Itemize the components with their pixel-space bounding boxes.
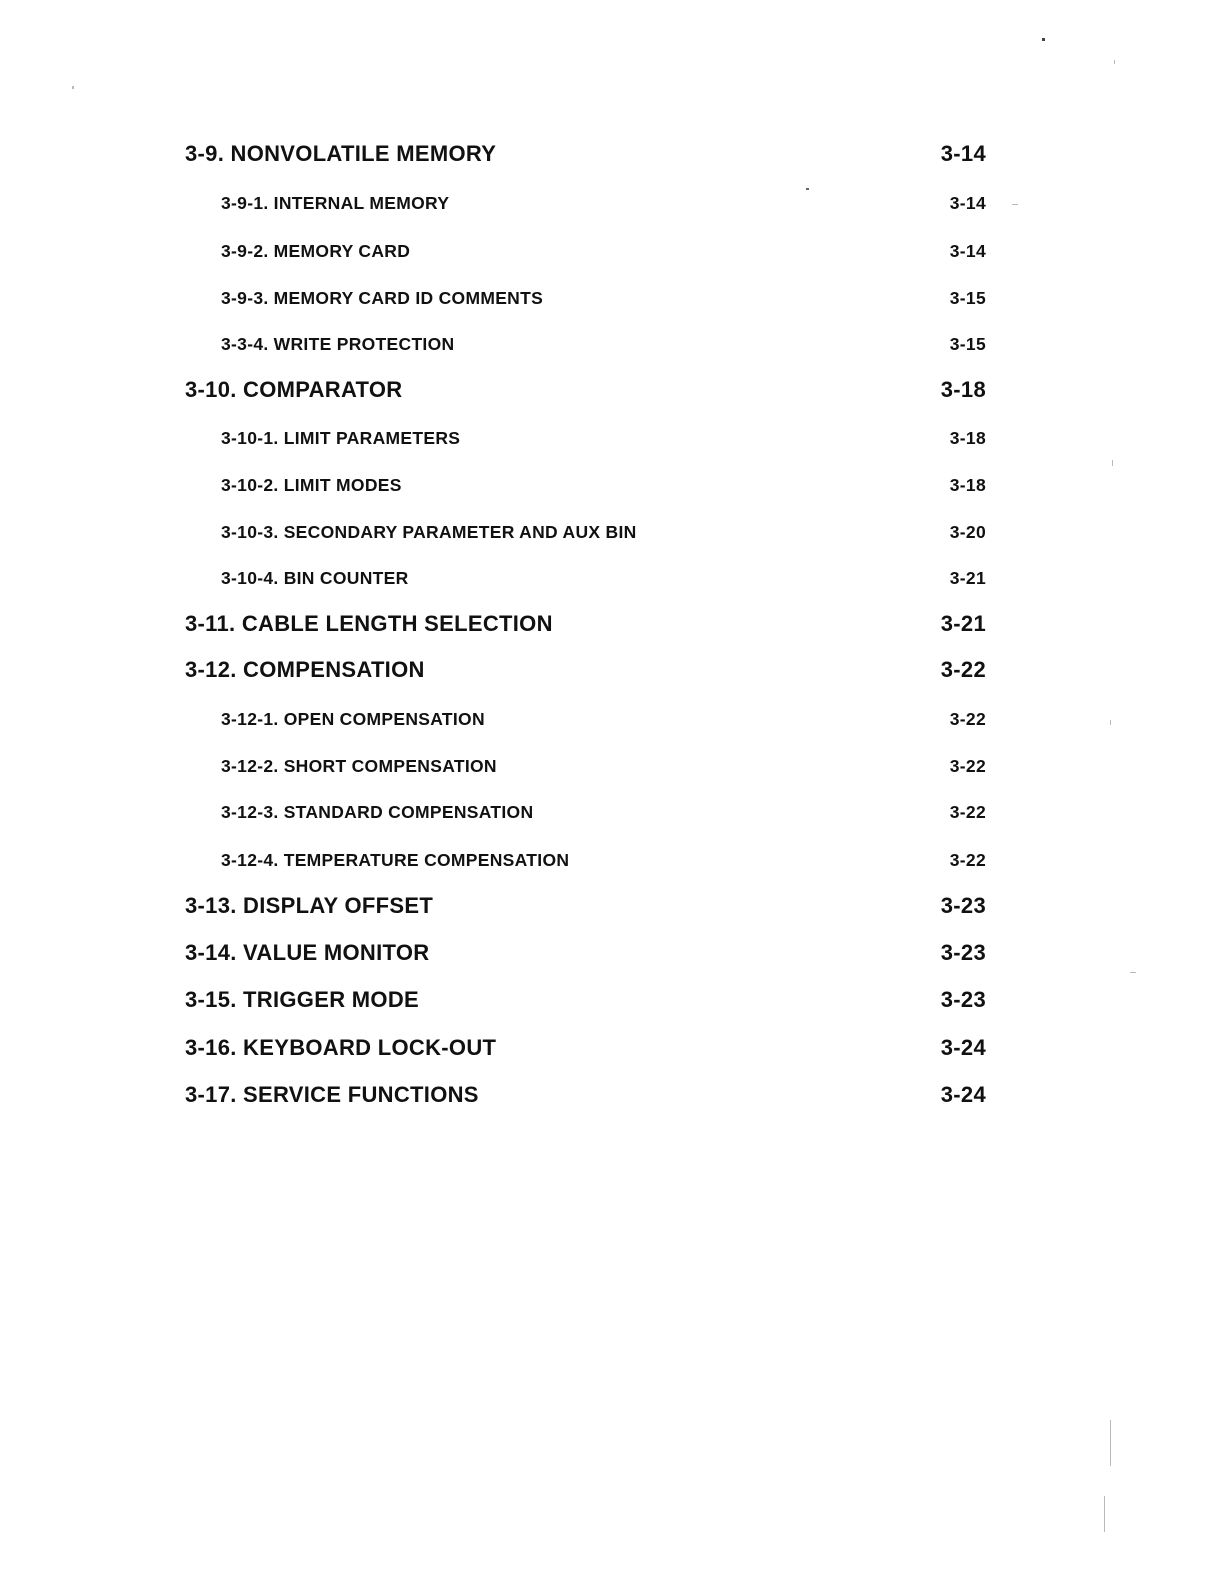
toc-entry-title: 3-10-1. LIMIT PARAMETERS xyxy=(221,428,461,448)
scan-speck xyxy=(1042,38,1045,41)
toc-entry xyxy=(0,704,1224,734)
toc-entry-page: 3-18 xyxy=(940,377,986,402)
toc-entry xyxy=(0,283,1224,313)
scan-speck xyxy=(1114,60,1115,64)
toc-entry xyxy=(0,236,1224,266)
toc-entry-title: 3-12-2. SHORT COMPENSATION xyxy=(221,756,497,776)
toc-entry xyxy=(0,470,1224,500)
toc-entry-page: 3-20 xyxy=(949,522,986,542)
toc-entry-page: 3-22 xyxy=(949,802,986,822)
toc-entry-title: 3-10-4. BIN COUNTER xyxy=(221,568,409,588)
toc-entry xyxy=(0,139,1224,169)
scan-speck xyxy=(806,188,809,190)
toc-entry-page: 3-24 xyxy=(940,1082,986,1107)
toc-entry-page: 3-15 xyxy=(949,288,986,308)
toc-entry-title: 3-16. KEYBOARD LOCK-OUT xyxy=(185,1035,497,1060)
toc-entry xyxy=(0,985,1224,1015)
toc-entry-title: 3-9-3. MEMORY CARD ID COMMENTS xyxy=(221,288,544,308)
scan-speck xyxy=(1104,1496,1105,1532)
toc-entry-page: 3-18 xyxy=(949,428,986,448)
toc-entry xyxy=(0,1033,1224,1063)
toc-entry-title: 3-10-2. LIMIT MODES xyxy=(221,475,402,495)
toc-entry-title: 3-3-4. WRITE PROTECTION xyxy=(221,334,455,354)
toc-entry xyxy=(0,655,1224,685)
toc-entry-page: 3-21 xyxy=(940,611,986,636)
toc-entry xyxy=(0,375,1224,405)
scan-speck xyxy=(1110,720,1111,725)
toc-entry xyxy=(0,609,1224,639)
toc-entry xyxy=(0,563,1224,593)
toc-entry-title: 3-9. NONVOLATILE MEMORY xyxy=(185,141,497,166)
scan-speck xyxy=(1112,460,1113,466)
toc-entry-page: 3-14 xyxy=(940,141,986,166)
toc-entry-page: 3-24 xyxy=(940,1035,986,1060)
toc-entry-page: 3-21 xyxy=(949,568,986,588)
toc-entry-title: 3-17. SERVICE FUNCTIONS xyxy=(185,1082,479,1107)
toc-entry xyxy=(0,938,1224,968)
toc-entry-page: 3-14 xyxy=(949,193,986,213)
scan-speck xyxy=(1012,204,1018,205)
toc-entry xyxy=(0,1080,1224,1110)
toc-entry-title: 3-10-3. SECONDARY PARAMETER AND AUX BIN xyxy=(221,522,637,542)
toc-entry xyxy=(0,797,1224,827)
toc-entry-page: 3-23 xyxy=(940,893,986,918)
toc-entry-title: 3-12. COMPENSATION xyxy=(185,657,425,682)
toc-entry-page: 3-23 xyxy=(940,987,986,1012)
toc-entry-title: 3-15. TRIGGER MODE xyxy=(185,987,419,1012)
toc-entry-page: 3-22 xyxy=(949,756,986,776)
toc-entry-page: 3-22 xyxy=(940,657,986,682)
toc-entry-page: 3-22 xyxy=(949,850,986,870)
toc-entry-title: 3-12-1. OPEN COMPENSATION xyxy=(221,709,485,729)
toc-entry xyxy=(0,751,1224,781)
toc-entry xyxy=(0,891,1224,921)
toc-entry-page: 3-14 xyxy=(949,241,986,261)
toc-entry-title: 3-11. CABLE LENGTH SELECTION xyxy=(185,611,553,636)
toc-entry xyxy=(0,188,1224,218)
toc-entry-page: 3-22 xyxy=(949,709,986,729)
toc-entry-title: 3-12-4. TEMPERATURE COMPENSATION xyxy=(221,850,570,870)
toc-entry-title: 3-10. COMPARATOR xyxy=(185,377,403,402)
toc-entry xyxy=(0,517,1224,547)
scan-speck xyxy=(1130,972,1136,973)
toc-entry xyxy=(0,423,1224,453)
toc-entry-title: 3-9-2. MEMORY CARD xyxy=(221,241,411,261)
toc-entry-title: 3-14. VALUE MONITOR xyxy=(185,940,430,965)
toc-entry-title: 3-12-3. STANDARD COMPENSATION xyxy=(221,802,534,822)
scan-speck xyxy=(1110,1420,1111,1466)
toc-entry-page: 3-15 xyxy=(949,334,986,354)
scan-speck xyxy=(72,86,74,89)
toc-entry xyxy=(0,329,1224,359)
toc-entry-page: 3-23 xyxy=(940,940,986,965)
toc-entry-title: 3-13. DISPLAY OFFSET xyxy=(185,893,434,918)
toc-entry-page: 3-18 xyxy=(949,475,986,495)
toc-entry-title: 3-9-1. INTERNAL MEMORY xyxy=(221,193,450,213)
toc-entry xyxy=(0,845,1224,875)
